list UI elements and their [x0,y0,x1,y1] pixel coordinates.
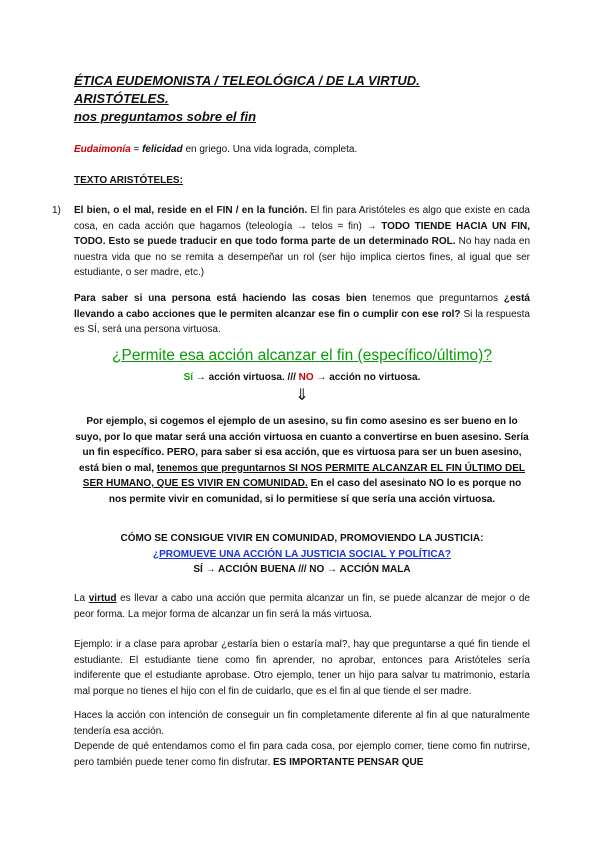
answer-line [74,370,530,386]
big-question: ¿Permite esa acción alcanzar el fin (específico/último)? [112,347,492,364]
para-saber-text-2: Si la respuesta es SÍ, será una persona virtuosa. [74,308,530,335]
definition-meaning: felicidad [142,144,183,155]
intention-paragraph: Haces la acción con intención de conseguir un fin completamente diferente al fin al que naturalmente tendería esa acción. [74,710,530,737]
title-line-3: nos preguntamos sobre el fin [74,109,257,124]
virtue-pre: La [74,593,89,604]
para-saber-bold-2: ¿está llevando a cabo acciones que le permiten alcanzar ese fin o cumplir con ese rol? [74,293,530,320]
depends-bold: ES IMPORTANTE PENSAR QUE [273,756,424,768]
community-line-3: SÍ → ACCIÓN BUENA /// NO → ACCIÓN MALA [193,564,411,575]
item-1-text-2: No hay nada en nuestra vida que no se remita a desempeñar un rol (ser hijo implica ciertos fines, al igual que ser estudiante, o ser madre, etc.) [74,236,531,278]
para-saber-bold-1: Para saber si una persona está haciendo las cosas bien [74,293,367,304]
answer-si: Sí [183,372,194,383]
eudaimonia-term: Eudaimonía [74,144,131,155]
eudaimonia-definition [74,142,534,158]
title-line-1: ÉTICA EUDEMONISTA / TELEOLÓGICA / DE LA VIRTUD. [74,73,420,88]
item-number: 1) [52,205,61,216]
assassin-underlined: tenemos que preguntarnos SI NOS PERMITE ALCANZAR EL FIN ÚLTIMO DEL SER HUMANO, QUE ES VIVIR EN COMUNIDAD. [82,462,525,489]
title-line-2: ARISTÓTELES. [74,91,169,106]
virtue-paragraph [74,591,530,622]
assassin-text-1: Por ejemplo, si cogemos el ejemplo de un asesino, su fin como asesino es ser bueno en lo suyo, por lo que matar será una acción virtuosa en cuanto a convertirse en buen asesino. Sería un fin específico. PERO, para saber si esa acción, que es virtuosa para ser un buen asesino, está bien o mal, [75,416,529,474]
definition-equals: = [130,144,143,155]
item-1-bold-2: TODO TIENDE HACIA UN FIN, TODO. Esto se puede traducir en que todo forma parte de un determinado ROL. [74,220,530,247]
down-arrow-icon: ⇓ [295,387,309,404]
community-block [74,531,530,578]
depends-text: Depende de qué entendamos como el fin para cada cosa, por ejemplo comer, tiene como fin nutrirse, pero también puede tener como fin disfrutar. [74,741,530,768]
assassin-example [74,414,530,507]
para-saber-text-1: tenemos que preguntarnos [366,293,504,304]
item-1-bold-1: El bien, o el mal, reside en el FIN / en la función. [74,205,308,216]
item-1-paragraph [74,203,530,281]
answer-si-text: → acción virtuosa. /// [193,372,299,383]
definition-rest: en griego. Una vida lograda, completa. [182,144,358,155]
document-title [74,72,544,126]
answer-no: NO [298,372,314,383]
para-saber-paragraph [74,291,530,338]
virtue-text: es llevar a cabo una acción que permita alcanzar un fin, se puede alcanzar de mejor o de peor forma. La mejor forma de alcanzar un fin será la más virtuosa. [74,593,530,620]
community-line-2: ¿PROMUEVE UNA ACCIÓN LA JUSTICIA SOCIAL Y POLÍTICA? [153,548,451,560]
item-1-text-1: El fin para Aristóteles es algo que existe en cada cosa, en cada acción que hagamos (teleología → telos = fin) → [74,205,530,232]
class-example-paragraph: Ejemplo: ir a clase para aprobar ¿estaría bien o estaría mal?, hay que preguntarse a qué fin tiende el estudiante. El estudiante tiene como fin aprender, no aprobar, entonces para Aristóteles sería indiferente que el estudiante aprobase. Otro ejemplo, tener un hijo para salvar tu matrimonio, estaría mal porque no tienes el hijo con el fin de cuidarlo, que es el fin al que tiende el ser madre. [74,639,530,697]
answer-no-text: → acción no virtuosa. [313,372,421,383]
depends-paragraph [74,739,530,770]
community-line-1: CÓMO SE CONSIGUE VIVIR EN COMUNIDAD, PROMOVIENDO LA JUSTICIA: [120,533,484,544]
assassin-text-2: En el caso del asesinato NO lo es porque no nos permite vivir en comunidad, si lo permitiese sí que sería una acción virtuosa. [108,478,522,505]
virtue-word: virtud [88,593,117,604]
section-heading: TEXTO ARISTÓTELES: [74,175,183,186]
